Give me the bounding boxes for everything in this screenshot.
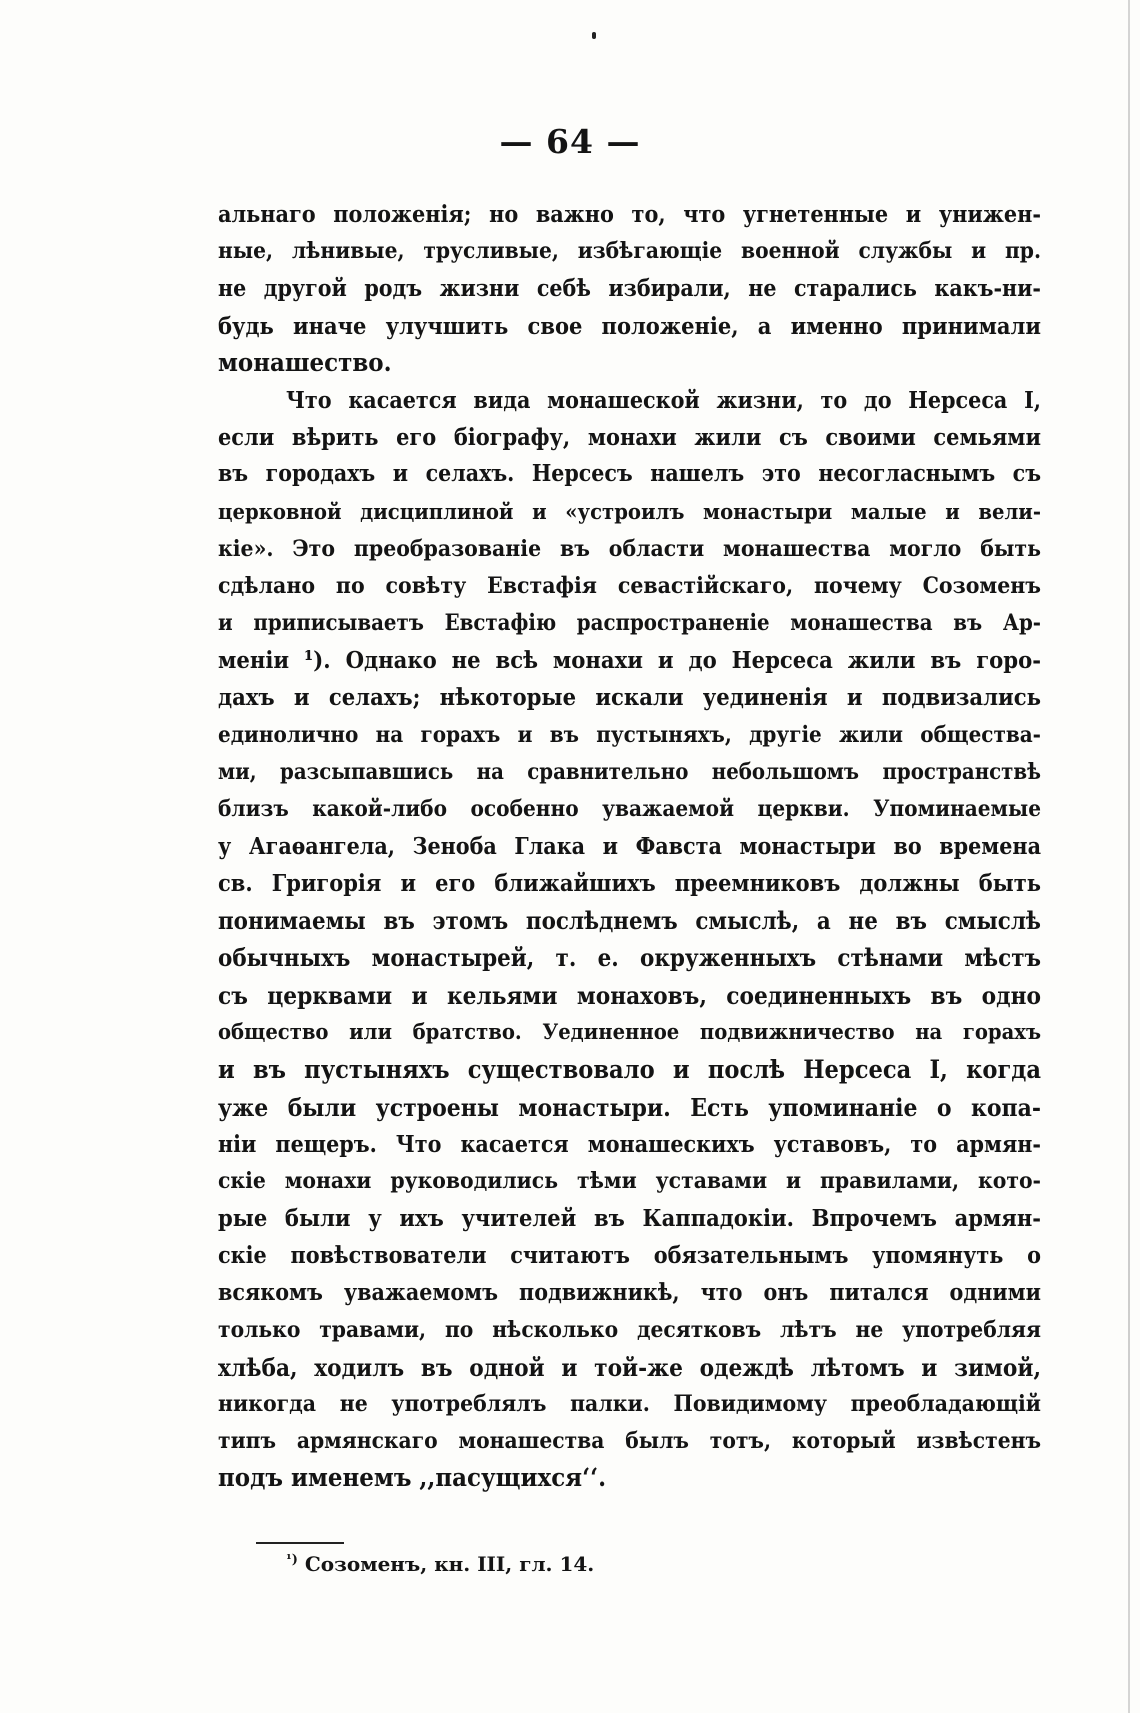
text-line: св. Григорія и его ближайшихъ преемниковъ должны быть	[218, 870, 1041, 898]
text-line: и приписываетъ Евстафію распространеніе монашества въ Ар-	[218, 610, 1041, 637]
text-line: уже были устроены монастыри. Есть упоминаніе о копа-	[218, 1092, 1041, 1122]
text-line: ніи пещеръ. Что касается монашескихъ уставовъ, то армян-	[218, 1130, 1041, 1158]
text-line: съ церквами и кельями монаховъ, соединенныхъ въ одно	[218, 980, 1041, 1010]
text-line: не другой родъ жизни себѣ избирали, не старались какъ-ни-	[218, 275, 1041, 303]
text-line: подъ именемъ ,,пасущихся‘‘.	[218, 1463, 607, 1494]
text-line: понимаемы въ этомъ послѣднемъ смыслѣ, а не въ смыслѣ	[218, 906, 1041, 935]
text-line: церковной дисциплиной и «устроилъ монастыри малые и вели-	[218, 499, 1041, 525]
page-number: — 64 —	[499, 122, 641, 161]
text-line: только травами, по нѣсколько десятковъ лѣтъ не употребляя	[218, 1316, 1041, 1343]
footnote-rule	[256, 1542, 344, 1544]
text-line: единолично на горахъ и въ пустыняхъ, другіе жили обществa-	[218, 721, 1041, 748]
text-line: меніи ¹). Однако не всѣ монахи и до Нерсеса жили въ горо-	[218, 646, 1041, 675]
text-line: ные, лѣнивые, трусливые, избѣгающіе военной службы и пр.	[218, 238, 1041, 265]
ink-speck	[592, 32, 596, 39]
text-line: скіе повѣствователи считаютъ обязательнымъ упомянуть о	[218, 1242, 1041, 1270]
text-line: будь иначе улучшить свое положеніе, а именно принимали	[218, 311, 1041, 340]
text-line: всякомъ уважаемомъ подвижникѣ, что онъ питался одними	[218, 1279, 1041, 1307]
text-line: хлѣба, ходилъ въ одной и той-же одеждѣ лѣтомъ и зимой,	[218, 1352, 1041, 1382]
text-line: альнаго положенія; но важно то, что угнетенные и унижен-	[218, 201, 1041, 228]
text-line: близъ какой-либо особенно уважаемой церкви. Упоминаемые	[218, 796, 1041, 822]
body-text	[218, 196, 1041, 1498]
text-line: кіе». Это преобразованіе въ области монашества могло быть	[218, 535, 1041, 562]
text-line: никогда не употреблялъ палки. Повидимому преобладающій	[218, 1391, 1041, 1417]
footnote-marker: ¹)	[286, 1552, 298, 1568]
text-line: общество или братство. Уединенное подвижничество на горахъ	[218, 1020, 1041, 1046]
text-line: рые были у ихъ учителей въ Каппадокіи. Впрочемъ армян-	[218, 1204, 1041, 1233]
text-line: и въ пустыняхъ существовало и послѣ Нерсеса I, когда	[218, 1054, 1041, 1085]
text-line: Что касается вида монашеской жизни, то до Нерсеса I,	[286, 386, 1041, 414]
text-line: ми, разсыпавшись на сравнительно небольшомъ пространствѣ	[218, 758, 1041, 785]
footnote-text: Созоменъ, кн. III, гл. 14.	[304, 1552, 595, 1576]
scan-edge-shadow	[1128, 0, 1130, 1713]
text-line: если вѣрить его біографу, монахи жили съ своими семьями	[218, 424, 1041, 452]
text-line: сдѣлано по совѣту Евстафія севастійскаго, почему Созоменъ	[218, 572, 1041, 599]
text-line: скіе монахи руководились тѣми уставами и правилами, кото-	[218, 1167, 1041, 1194]
text-line: монашество.	[218, 347, 392, 378]
text-line: типъ армянскаго монашества былъ тотъ, который извѣстенъ	[218, 1428, 1041, 1455]
text-line: дахъ и селахъ; нѣкоторые искали уединенія и подвизались	[218, 683, 1041, 712]
text-line: у Агаѳангела, Зеноба Глака и Фавста монастыри во времена	[218, 833, 1041, 861]
text-line: въ городахъ и селахъ. Нерсесъ нашелъ это несогласнымъ съ	[218, 461, 1041, 488]
text-line: обычныхъ монастырей, т. е. окруженныхъ стѣнами мѣстъ	[218, 943, 1041, 972]
footnote	[286, 1552, 594, 1576]
